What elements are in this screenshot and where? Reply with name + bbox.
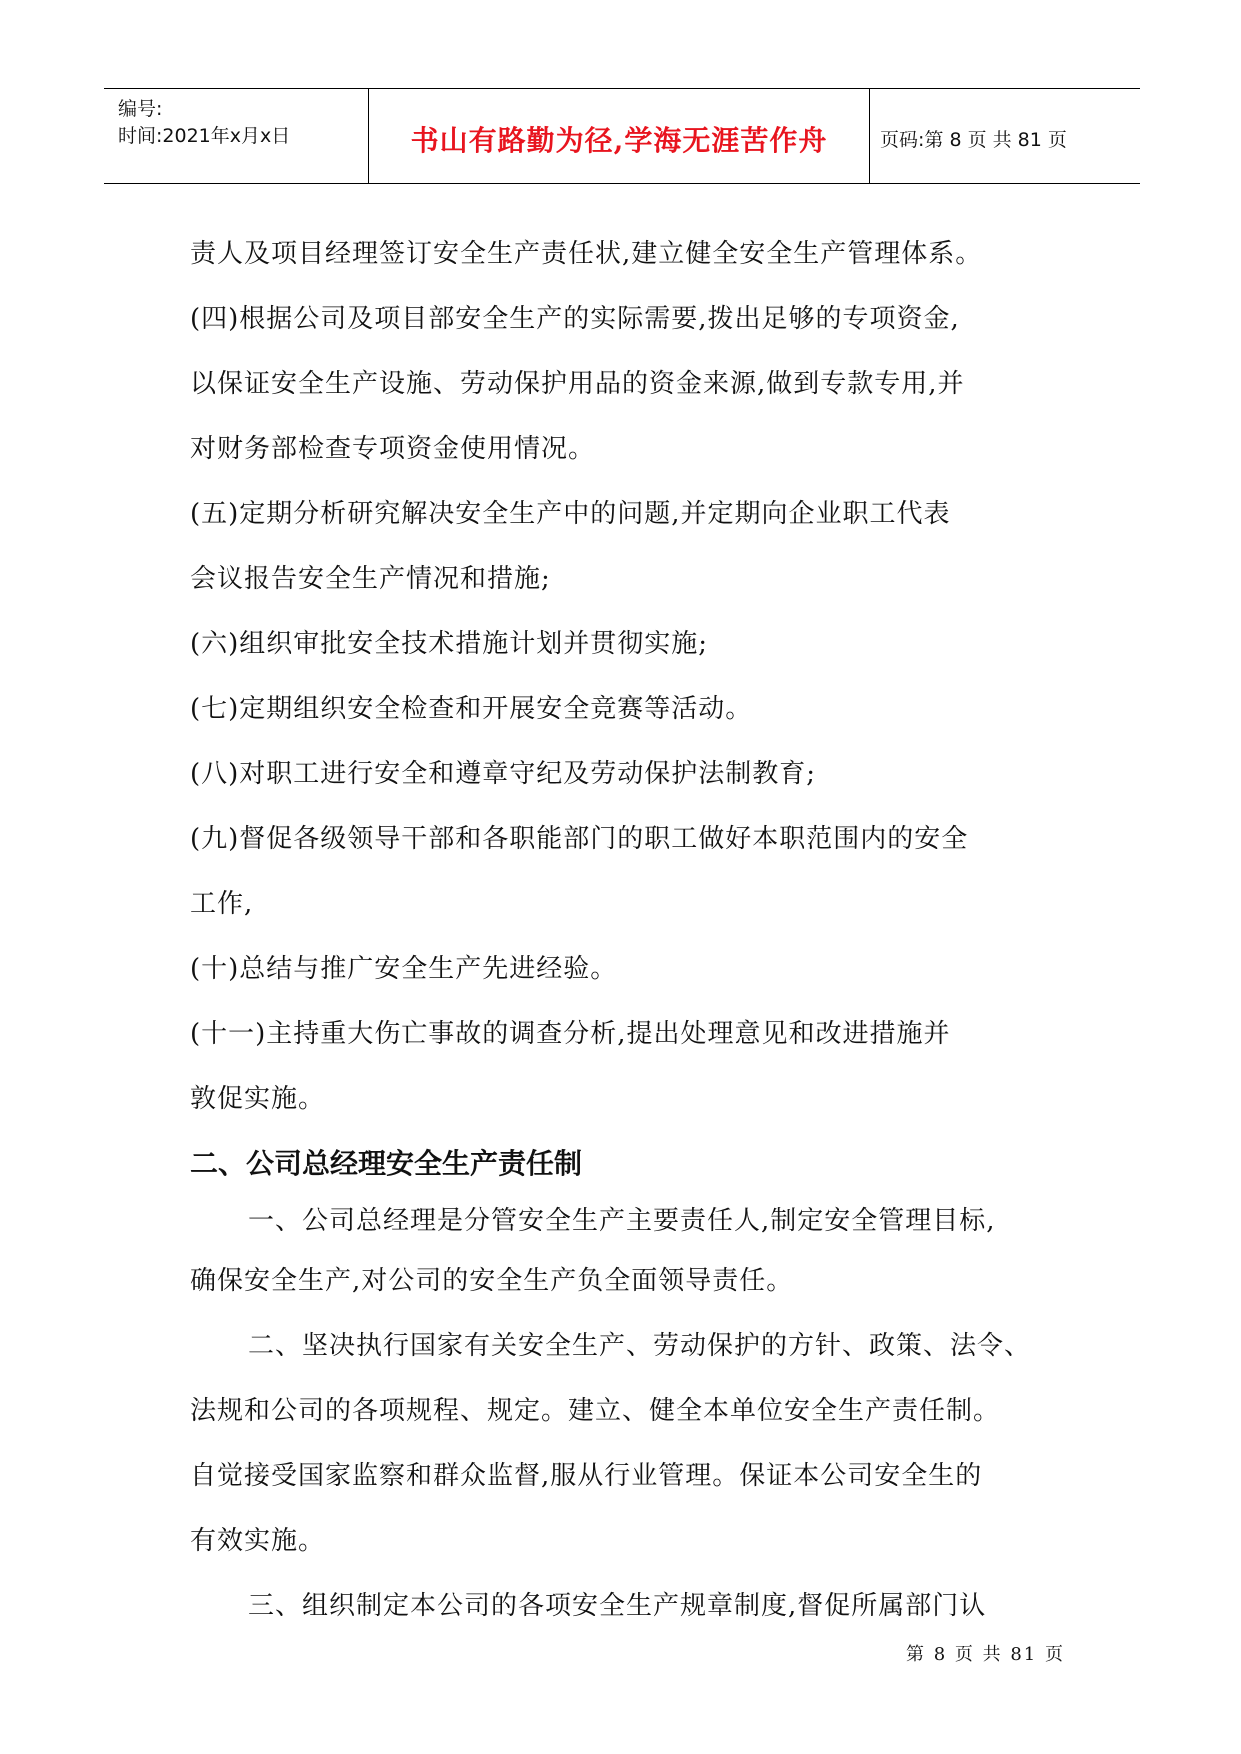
body-line: 会议报告安全生产情况和措施; <box>190 564 551 594</box>
body-line: (十)总结与推广安全生产先进经验。 <box>190 954 618 984</box>
header-left-cell <box>104 89 368 183</box>
body-line: 对财务部检查专项资金使用情况。 <box>190 434 596 464</box>
body-line: 敦促实施。 <box>190 1084 326 1114</box>
body-line: 责人及项目经理签订安全生产责任状,建立健全安全生产管理体系。 <box>190 239 983 269</box>
body-line: 工作, <box>190 889 254 919</box>
document-number-label: 编号: <box>118 98 163 120</box>
section-line: 确保安全生产,对公司的安全生产负全面领导责任。 <box>190 1266 794 1296</box>
header-right-cell <box>870 89 1140 183</box>
section-line: 一、公司总经理是分管安全生产主要责任人,制定安全管理目标, <box>248 1206 996 1236</box>
section-line: 三、组织制定本公司的各项安全生产规章制度,督促所属部门认 <box>248 1591 987 1621</box>
section-line: 二、坚决执行国家有关安全生产、劳动保护的方针、政策、法令、 <box>248 1331 1032 1361</box>
section-line: 自觉接受国家监察和群众监督,服从行业管理。保证本公司安全生的 <box>190 1461 983 1491</box>
body-line: (八)对职工进行安全和遵章守纪及劳动保护法制教育; <box>190 759 817 789</box>
section-line: 有效实施。 <box>190 1526 326 1556</box>
document-header <box>104 88 1140 184</box>
body-line: (六)组织审批安全技术措施计划并贯彻实施; <box>190 629 709 659</box>
body-line: (九)督促各级领导干部和各职能部门的职工做好本职范围内的安全 <box>190 824 969 854</box>
document-time-label: 时间:2021年x月x日 <box>118 125 291 147</box>
page-footer: 第 8 页 共 81 页 <box>906 1644 1065 1665</box>
body-line: (五)定期分析研究解决安全生产中的问题,并定期向企业职工代表 <box>190 499 951 529</box>
section-heading: 二、公司总经理安全生产责任制 <box>190 1147 583 1180</box>
header-page-info: 页码:第 8 页 共 81 页 <box>880 129 1067 151</box>
body-line: 以保证安全生产设施、劳动保护用品的资金来源,做到专款专用,并 <box>190 369 965 399</box>
document-body <box>190 222 1090 1639</box>
header-middle-cell <box>368 89 870 183</box>
header-motto: 书山有路勤为径,学海无涯苦作舟 <box>410 124 828 157</box>
body-line: (十一)主持重大伤亡事故的调查分析,提出处理意见和改进措施并 <box>190 1019 951 1049</box>
body-line: (四)根据公司及项目部安全生产的实际需要,拨出足够的专项资金, <box>190 304 960 334</box>
section-line: 法规和公司的各项规程、规定。建立、健全本单位安全生产责任制。 <box>190 1396 1001 1426</box>
body-line: (七)定期组织安全检查和开展安全竞赛等活动。 <box>190 694 753 724</box>
